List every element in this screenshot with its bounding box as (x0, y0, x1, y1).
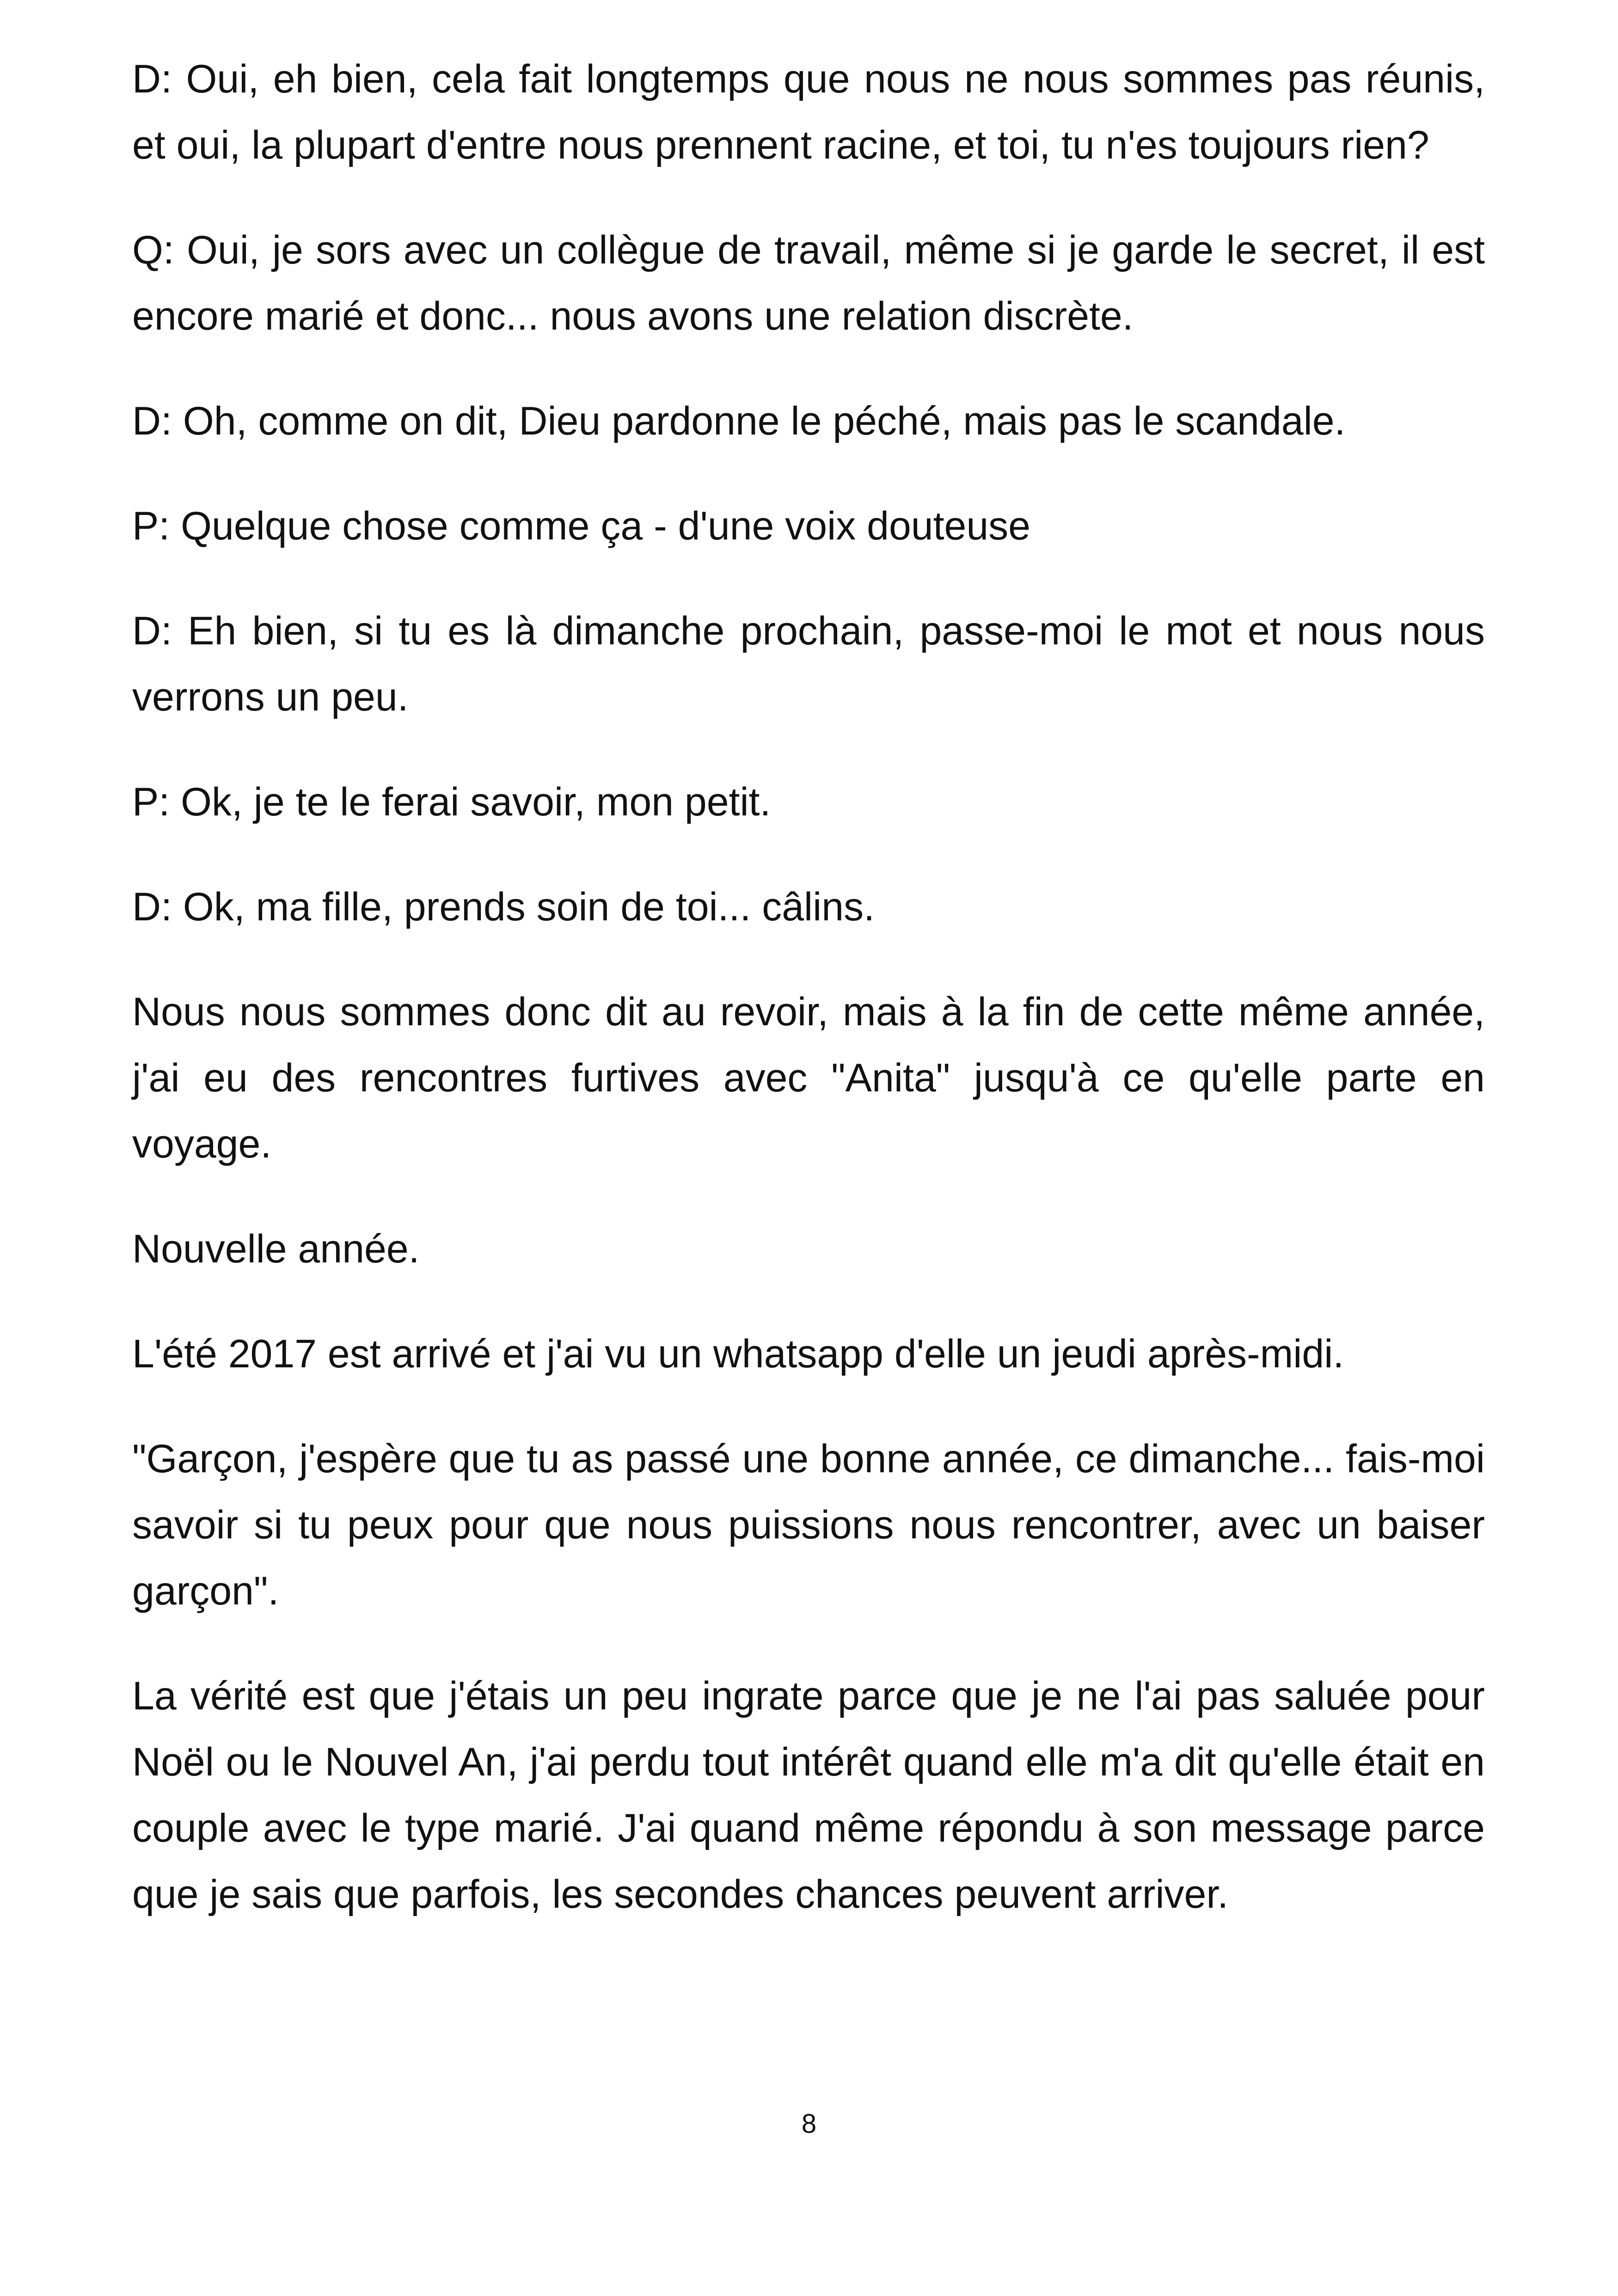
dialogue-paragraph: P: Quelque chose comme ça - d'une voix douteuse (132, 504, 1030, 548)
narrative-paragraph: Nouvelle année. (132, 1227, 420, 1271)
dialogue-paragraph: D: Oui, eh bien, cela fait longtemps que nous ne nous sommes pas réunis, et oui, la plupart d'entre nous prennent racine, et toi, tu n'es toujours rien? (132, 57, 1485, 167)
dialogue-paragraph: P: Ok, je te le ferai savoir, mon petit. (132, 780, 771, 824)
dialogue-paragraph: Q: Oui, je sors avec un collègue de travail, même si je garde le secret, il est encore marié et donc... nous avons une relation discrète. (132, 228, 1485, 338)
narrative-paragraph: La vérité est que j'étais un peu ingrate parce que je ne l'ai pas saluée pour Noël ou le Nouvel An, j'ai perdu tout intérêt quand elle m'a dit qu'elle était en couple avec le type marié. J'ai quand même répondu à son message parce que je sais que parfois, les secondes chances peuvent arriver. (132, 1674, 1485, 1916)
dialogue-paragraph: D: Eh bien, si tu es là dimanche prochain, passe-moi le mot et nous nous verrons un peu. (132, 609, 1485, 719)
dialogue-paragraph: D: Oh, comme on dit, Dieu pardonne le péché, mais pas le scandale. (132, 399, 1346, 443)
dialogue-paragraph: D: Ok, ma fille, prends soin de toi... câlins. (132, 885, 875, 929)
page-number: 8 (801, 2109, 817, 2139)
quoted-message-paragraph: "Garçon, j'espère que tu as passé une bonne année, ce dimanche... fais-moi savoir si tu peux pour que nous puissions nous rencontrer, avec un baiser garçon". (132, 1437, 1485, 1613)
document-page (132, 46, 1485, 1928)
narrative-paragraph: Nous nous sommes donc dit au revoir, mais à la fin de cette même année, j'ai eu des rencontres furtives avec "Anita" jusqu'à ce qu'elle parte en voyage. (132, 990, 1485, 1166)
narrative-paragraph: L'été 2017 est arrivé et j'ai vu un whatsapp d'elle un jeudi après-midi. (132, 1332, 1344, 1376)
